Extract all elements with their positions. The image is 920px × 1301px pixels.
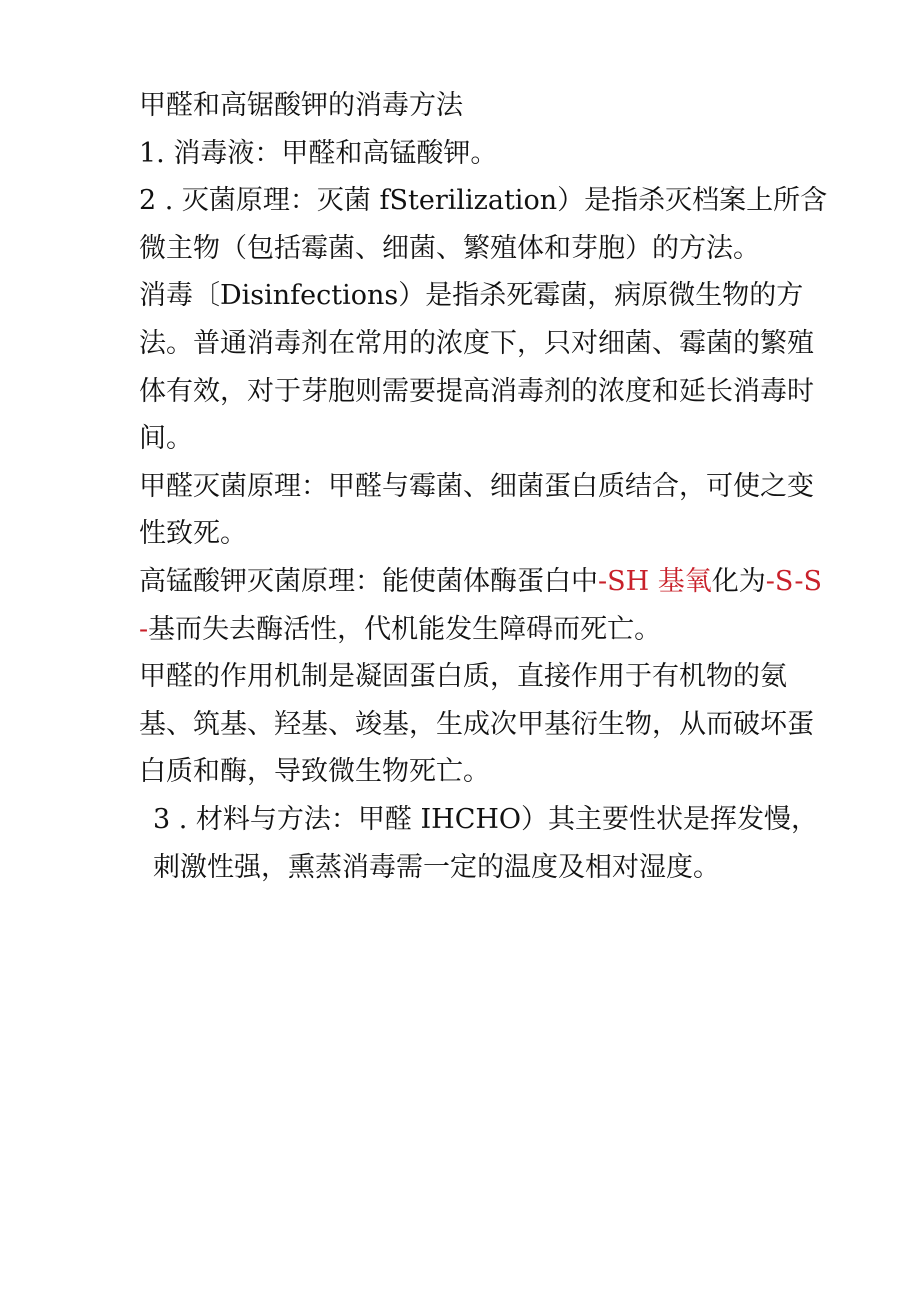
permanganate-text-b: 化为	[711, 565, 766, 597]
paragraph-disinfectant: 1. 消毒液：甲醛和高锰酸钾。	[139, 137, 498, 169]
paragraph-disinfection-definition: 消毒〔Disinfections）是指杀死霉菌，病原微生物的方法。普通消毒剂在常用的浓度下，只对细菌、霉菌的繁殖体有效，对于芽胞则需要提高消毒剂的浓度和延长消毒时间。	[139, 280, 814, 455]
document-body	[139, 82, 829, 891]
permanganate-text-c: 基而失去酶活性，代机能发生障碍而死亡。	[148, 613, 662, 645]
paragraph-formaldehyde-principle: 甲醛灭菌原理：甲醛与霉菌、细菌蛋白质结合，可使之变性致死。	[139, 470, 814, 550]
permanganate-highlight-ss: -S-S-	[139, 565, 822, 645]
paragraph-permanganate-principle	[139, 558, 829, 653]
paragraph-materials-methods: 3 . 材料与方法：甲醛 IHCHO）其主要性状是挥发慢，刺激性强，熏蒸消毒需一定的温度及相对湿度。	[153, 803, 819, 883]
permanganate-highlight-sh: -SH 基氧	[598, 565, 712, 597]
paragraph-sterilization-principle: 2 . 灭菌原理：灭菌 fSterilization）是指杀灭档案上所含微主物（包括霉菌、细菌、繁殖体和芽胞）的方法。	[139, 185, 828, 264]
document-title: 甲醛和高锯酸钾的消毒方法	[139, 90, 463, 121]
permanganate-text-a: 高锰酸钾灭菌原理：能使菌体酶蛋白中	[139, 565, 598, 597]
paragraph-formaldehyde-mechanism: 甲醛的作用机制是凝固蛋白质，直接作用于有机物的氨基、筑基、羟基、竣基，生成次甲基衍生物，从而破坏蛋白质和酶，导致微生物死亡。	[139, 661, 814, 788]
